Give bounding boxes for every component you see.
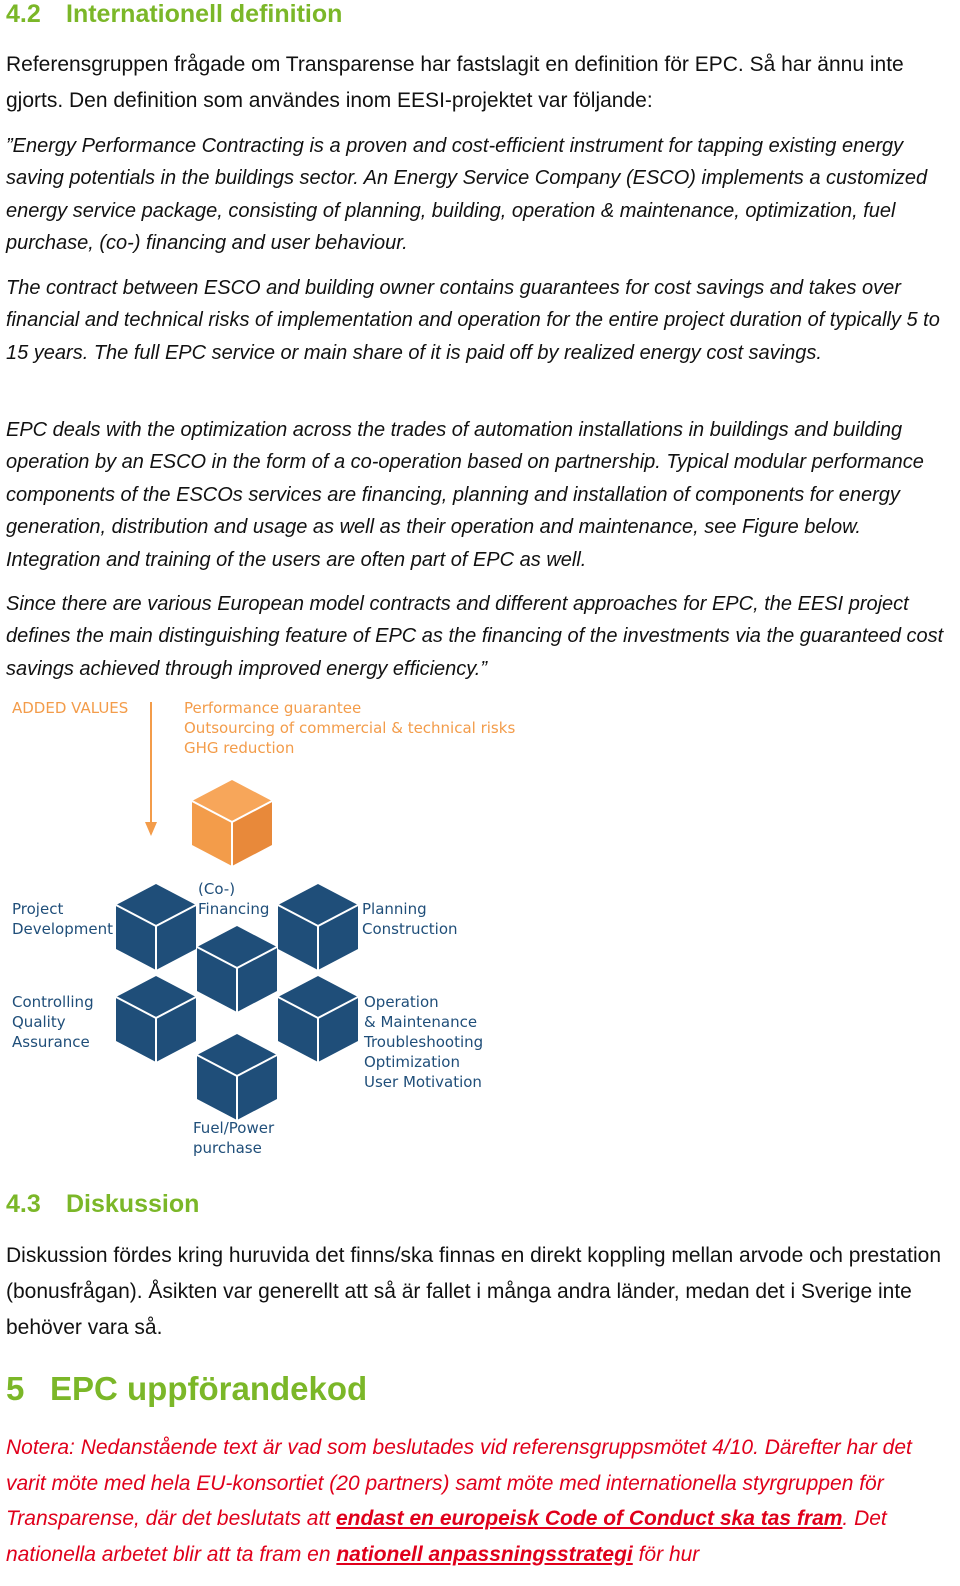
label-line: Fuel/Power (193, 1119, 275, 1137)
label-line: Construction (362, 920, 458, 938)
epc-components-figure (6, 694, 516, 1164)
value-item: GHG reduction (184, 739, 295, 757)
value-item: Performance guarantee (184, 699, 362, 717)
note-text-a: Notera: Nedanstående text är vad som beslutades vid referensgruppsmötet 4/10. Därefter har det varit möte med hela EU-konsortiet (20 partners) samt möte med internationella styrgruppen för Transparense, där det beslutats att (6, 1436, 912, 1530)
chapter-number: 5 (6, 1370, 25, 1407)
quote-paragraph-4: Since there are various European model contracts and different approaches for EPC, the EESI project defines the main distinguishing feature of EPC as the financing of the investments via the guaranteed cost savings achieved through improved energy efficiency.” (6, 593, 944, 680)
label-line: Controlling (12, 993, 94, 1011)
financing-label (198, 879, 269, 919)
section-heading-4-3 (6, 1190, 199, 1219)
section-title: Internationell definition (66, 0, 343, 28)
blue-cube-icon-center (197, 926, 277, 1012)
added-values-list (184, 698, 515, 758)
section-heading-4-2 (6, 0, 342, 29)
operation-maintenance-label (364, 992, 483, 1092)
blue-cube-icon-mid-left (116, 976, 196, 1062)
label-line: Financing (198, 900, 270, 918)
added-values-label: ADDED VALUES (12, 699, 129, 717)
label-line: Planning (362, 900, 427, 918)
note-paragraph (6, 1430, 951, 1572)
section-number: 4.2 (6, 0, 41, 28)
label-line: & Maintenance (364, 1013, 478, 1031)
blue-cube-icon-top-left (116, 884, 196, 970)
label-line: Development (12, 920, 113, 938)
note-text-c: för hur (632, 1542, 700, 1566)
chapter-heading-5 (6, 1370, 367, 1408)
paragraph-discussion: Diskussion fördes kring huruvida det finns/ska finnas en direkt koppling mellan arvode och prestation (bonusfrågan). Åsikten var generellt att så är fallet i många andra länder, medan det i Sverige inte behöver vara så. (6, 1244, 942, 1339)
note-highlight-code-of-conduct: endast en europeisk Code of Conduct ska tas fram (335, 1507, 843, 1530)
quote-paragraph-1: ”Energy Performance Contracting is a proven and cost-efficient instrument for tapping existing energy saving potentials in the buildings sector. An Energy Service Company (ESCO) implements a customized energy service package, consisting of planning, building, operation & maintenance, optimization, fuel purchase, (co-) financing and user behaviour. (6, 135, 928, 255)
blue-cube-icon-top-right (278, 884, 358, 970)
value-item: Outsourcing of commercial & technical risks (184, 719, 516, 737)
label-line: purchase (193, 1139, 262, 1157)
project-development-label (12, 899, 113, 939)
fuel-power-label (193, 1118, 274, 1158)
blue-cube-icon-bottom (197, 1034, 277, 1120)
controlling-label (12, 992, 94, 1052)
label-line: Troubleshooting (364, 1033, 484, 1051)
orange-cube-icon (192, 780, 272, 866)
section-number: 4.3 (6, 1190, 41, 1218)
section-title: Diskussion (66, 1190, 200, 1218)
chapter-title: EPC uppförandekod (50, 1370, 368, 1407)
label-line: Operation (364, 993, 439, 1011)
note-highlight-strategy: nationell anpassningsstrategi (336, 1542, 633, 1566)
label-line: Optimization (364, 1053, 460, 1071)
label-line: Quality (12, 1013, 66, 1031)
label-line: User Motivation (364, 1073, 482, 1091)
note-text-b: . Det nationella arbetet blir att ta fram en (6, 1507, 887, 1566)
planning-construction-label (362, 899, 458, 939)
label-line: (Co-) (198, 880, 236, 898)
label-line: Project (12, 900, 64, 918)
arrowhead-icon (145, 822, 157, 836)
blue-cube-icon-mid-right (278, 976, 358, 1062)
paragraph-intro: Referensgruppen frågade om Transparense har fastslagit en definition för EPC. Så har ännu inte gjorts. Den definition som användes inom EESI-projektet var följande: (6, 53, 904, 112)
quote-paragraph-3: EPC deals with the optimization across the trades of automation installations in buildings and building operation by an ESCO in the form of a co-operation based on partnership. Typical modular performance components of the ESCOs services are financing, planning and installation of components for energy generation, distribution and usage as well as their operation and maintenance, see Figure below. Integration and training of the users are often part of EPC as well. (6, 419, 924, 571)
label-line: Assurance (12, 1033, 90, 1051)
quote-paragraph-2: The contract between ESCO and building owner contains guarantees for cost savings and takes over financial and technical risks of implementation and operation for the entire project duration of typically 5 to 15 years. The full EPC service or main share of it is paid off by realized energy cost savings. (6, 277, 940, 364)
